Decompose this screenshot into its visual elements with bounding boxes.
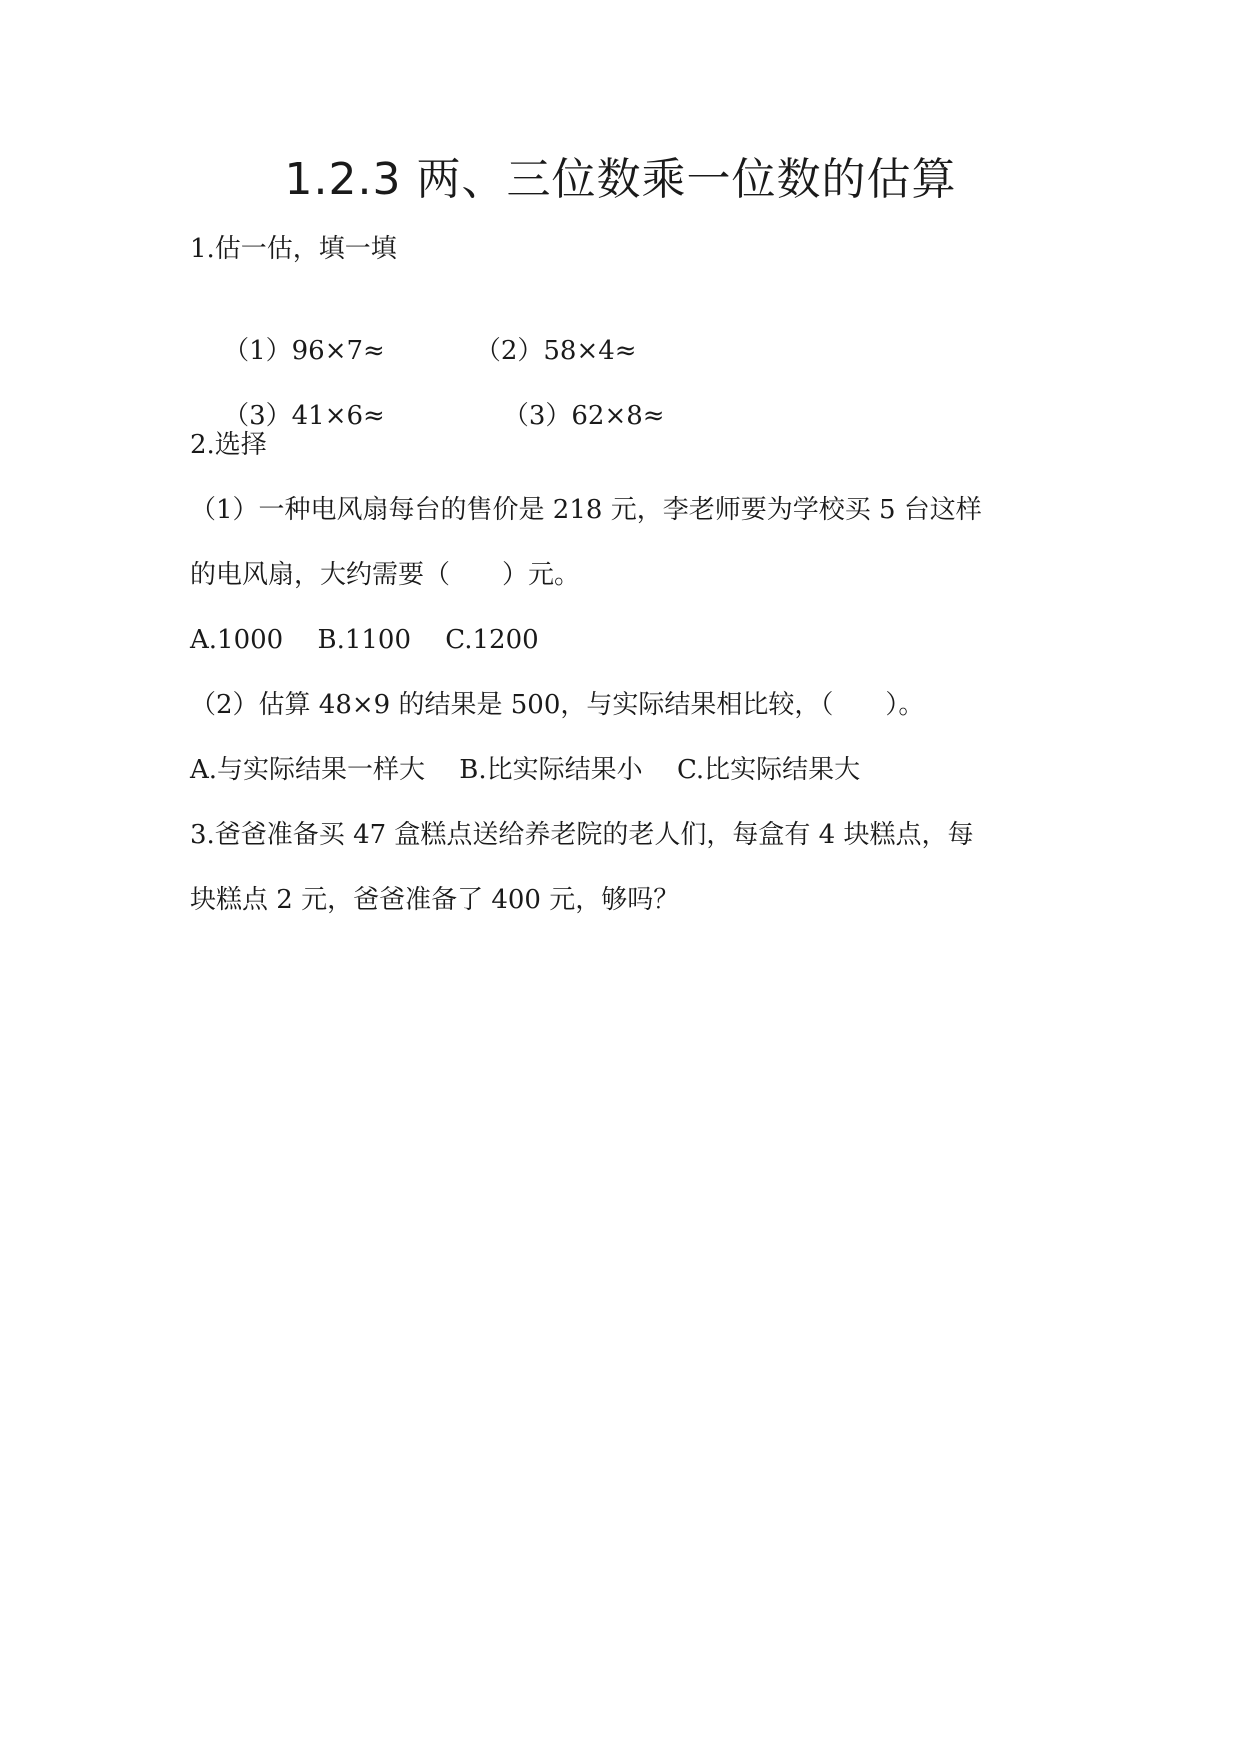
question-3-line-1: 3.爸爸准备买 47 盒糕点送给养老院的老人们，每盒有 4 块糕点，每 [190, 820, 974, 850]
question-1-heading: 1.估一估，填一填 [190, 234, 397, 264]
question-1-item-4: （3）62×8≈ [502, 401, 665, 431]
question-1-item-1: （1）96×7≈ [223, 336, 385, 366]
page-title: 1.2.3 两、三位数乘一位数的估算 [284, 154, 957, 205]
question-2-part-2-options: A.与实际结果一样大 B.比实际结果小 C.比实际结果大 [190, 755, 861, 785]
question-3-line-2: 块糕点 2 元，爸爸准备了 400 元，够吗？ [190, 885, 680, 915]
question-2-part-2-line-1: （2）估算 48×9 的结果是 500，与实际结果相比较，（ ）。 [190, 690, 925, 720]
question-1-item-2: （2）58×4≈ [474, 336, 637, 366]
question-2-heading: 2.选择 [190, 430, 267, 460]
question-1-item-3: （3）41×6≈ [223, 401, 385, 431]
question-2-part-1-line-2: 的电风扇，大约需要（ ）元。 [190, 560, 581, 590]
question-2-part-1-options: A.1000 B.1100 C.1200 [190, 625, 539, 655]
question-2-part-1-line-1: （1）一种电风扇每台的售价是 218 元，李老师要为学校买 5 台这样 [190, 495, 982, 525]
